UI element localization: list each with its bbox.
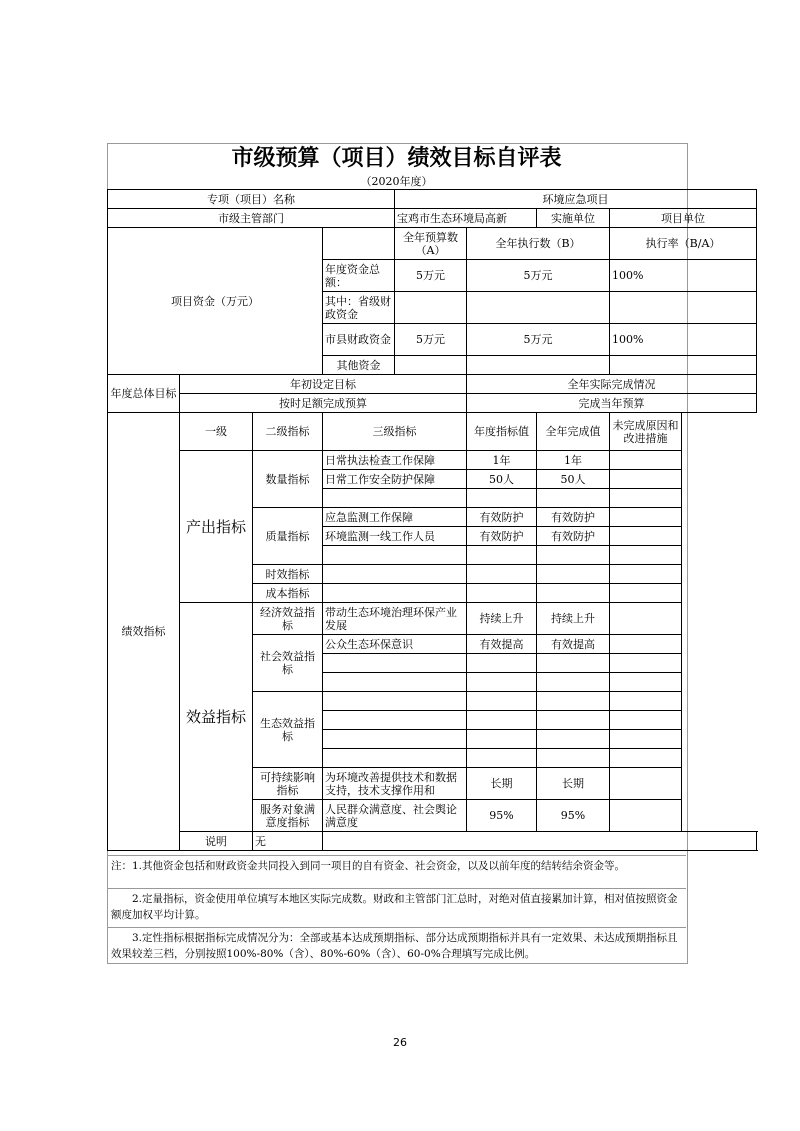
indicator-actual <box>537 730 610 749</box>
indicator-target: 1年 <box>467 451 537 470</box>
indicator-target <box>467 489 537 508</box>
indicator-target: 持续上升 <box>467 603 537 635</box>
goals-value-row <box>108 394 757 413</box>
indicator-reason <box>610 749 682 768</box>
remark-label: 说明 <box>180 832 253 851</box>
indicator-actual <box>537 673 610 692</box>
indicator-actual <box>537 565 610 584</box>
funds-rate: 100% <box>610 324 757 356</box>
indicator-reason <box>610 470 682 489</box>
indicator-reason <box>610 584 682 603</box>
indicator-actual: 有效提高 <box>537 635 610 654</box>
indicator-name: 公众生态环保意识 <box>323 635 467 654</box>
impl-unit-value: 项目单位 <box>610 209 757 228</box>
indicator-actual <box>537 546 610 565</box>
goals-actual-label: 全年实际完成情况 <box>467 375 757 394</box>
indicator-name <box>323 584 467 603</box>
dept-label: 市级主管部门 <box>108 209 395 228</box>
perf-header-row <box>108 413 757 451</box>
timeliness-indicator: 时效指标 <box>253 565 323 584</box>
dept-value: 宝鸡市生态环境局高新 <box>395 209 537 228</box>
cost-indicator: 成本指标 <box>253 584 323 603</box>
indicator-name: 人民群众满意度、社会舆论满意度 <box>323 800 467 832</box>
social-indicator: 社会效益指标 <box>253 635 323 692</box>
indicator-reason <box>610 692 682 711</box>
indicator-actual: 有效防护 <box>537 508 610 527</box>
indicator-actual <box>537 654 610 673</box>
indicator-actual: 95% <box>537 800 610 832</box>
target-header: 年度指标值 <box>467 413 537 451</box>
footnote-2: 2.定量指标，资金使用单位填写本地区实际完成数。财政和主管部门汇总时，对绝对值直接累加计算，相对值按照资金额度加权平均计算。 <box>107 888 686 927</box>
funds-rate: 100% <box>610 260 757 292</box>
indicator-name <box>323 489 467 508</box>
benefit-indicator: 效益指标 <box>180 603 253 832</box>
funds-budget: 5万元 <box>395 260 467 292</box>
indicator-reason <box>610 508 682 527</box>
indicator-name <box>323 654 467 673</box>
indicator-name <box>323 749 467 768</box>
indicator-row <box>108 451 757 470</box>
funds-budget <box>395 292 467 324</box>
indicator-reason <box>610 603 682 635</box>
indicator-actual: 50人 <box>537 470 610 489</box>
footnotes <box>107 855 686 961</box>
funds-rate <box>610 356 757 375</box>
indicator-name <box>323 711 467 730</box>
footnote-1: 注：1.其他资金包括和财政资金共同投入到同一项目的自有资金、社会资金，以及以前年度的结转结余资金等。 <box>107 855 686 888</box>
level1-header: 一级 <box>180 413 253 451</box>
economic-indicator: 经济效益指标 <box>253 603 323 635</box>
indicator-reason <box>610 711 682 730</box>
indicator-reason <box>610 768 682 800</box>
indicator-reason <box>610 451 682 470</box>
exec-header: 全年执行数（B） <box>467 228 610 260</box>
funds-exec <box>467 292 610 324</box>
level3-header: 三级指标 <box>323 413 467 451</box>
indicator-target: 有效防护 <box>467 508 537 527</box>
indicator-actual <box>537 489 610 508</box>
actual-header: 全年完成值 <box>537 413 610 451</box>
project-name-value: 环境应急项目 <box>395 190 757 209</box>
rate-header: 执行率（B/A） <box>610 228 757 260</box>
funds-header-row <box>108 228 757 260</box>
department-row <box>108 209 757 228</box>
indicator-target <box>467 654 537 673</box>
indicator-name <box>323 546 467 565</box>
quantity-indicator: 数量指标 <box>253 451 323 508</box>
evaluation-table <box>107 189 757 851</box>
remark-value: 无 <box>253 832 323 851</box>
funds-blank-header <box>323 228 395 260</box>
funds-exec: 5万元 <box>467 260 610 292</box>
funds-budget: 5万元 <box>395 324 467 356</box>
funds-exec: 5万元 <box>467 324 610 356</box>
indicator-target <box>467 546 537 565</box>
goals-initial-value: 按时足额完成预算 <box>180 394 467 413</box>
indicator-actual: 长期 <box>537 768 610 800</box>
indicator-reason <box>610 635 682 654</box>
indicator-target <box>467 730 537 749</box>
indicator-name: 带动生态环境治理环保产业发展 <box>323 603 467 635</box>
indicator-name: 日常工作安全防护保障 <box>323 470 467 489</box>
funds-label: 项目资金（万元） <box>108 228 323 375</box>
funds-budget <box>395 356 467 375</box>
indicator-name <box>323 730 467 749</box>
goals-actual-value: 完成当年预算 <box>467 394 757 413</box>
indicator-actual: 1年 <box>537 451 610 470</box>
output-indicator: 产出指标 <box>180 451 253 603</box>
indicator-actual: 持续上升 <box>537 603 610 635</box>
budget-header: 全年预算数（A） <box>395 228 467 260</box>
indicator-reason <box>610 730 682 749</box>
funds-exec <box>467 356 610 375</box>
project-name-row <box>108 190 757 209</box>
indicator-row <box>108 603 757 635</box>
funds-row-label: 其他资金 <box>323 356 395 375</box>
indicator-actual <box>537 584 610 603</box>
indicator-reason <box>610 489 682 508</box>
indicator-actual <box>537 749 610 768</box>
indicator-target: 有效防护 <box>467 527 537 546</box>
remark-row <box>108 832 757 851</box>
indicator-target: 有效提高 <box>467 635 537 654</box>
service-satisfaction-indicator: 服务对象满意度指标 <box>253 800 323 832</box>
indicator-reason <box>610 546 682 565</box>
indicator-reason <box>610 673 682 692</box>
project-name-label: 专项（项目）名称 <box>108 190 395 209</box>
indicator-name <box>323 673 467 692</box>
indicator-name: 日常执法检查工作保障 <box>323 451 467 470</box>
indicator-name: 环境监测一线工作人员 <box>323 527 467 546</box>
indicator-target <box>467 692 537 711</box>
indicator-target <box>467 584 537 603</box>
page-number: 26 <box>393 1036 407 1049</box>
indicator-reason <box>610 800 682 832</box>
indicator-actual: 有效防护 <box>537 527 610 546</box>
quality-indicator: 质量指标 <box>253 508 323 565</box>
indicator-reason <box>610 654 682 673</box>
goals-label: 年度总体目标 <box>108 375 180 413</box>
funds-row-label: 年度资金总额： <box>323 260 395 292</box>
funds-row-label: 市县财政资金 <box>323 324 395 356</box>
indicator-target <box>467 749 537 768</box>
perf-label: 绩效指标 <box>108 413 180 851</box>
indicator-name <box>323 565 467 584</box>
indicator-target: 长期 <box>467 768 537 800</box>
form-title: 市级预算（项目）绩效目标自评表 <box>231 146 562 171</box>
impl-unit-label: 实施单位 <box>537 209 610 228</box>
indicator-target <box>467 673 537 692</box>
goals-header-row <box>108 375 757 394</box>
indicator-target <box>467 565 537 584</box>
remark-blank <box>323 832 757 851</box>
footnote-3: 3.定性指标根据指标完成情况分为：全部或基本达成预期指标、部分达成预期指标并具有一定效果、未达成预期指标且效果较差三档，分别按照100%-80%（含）、80%-60%（含）、60-0%合理填写完成比例。 <box>107 927 686 961</box>
goals-initial-label: 年初设定目标 <box>180 375 467 394</box>
indicator-name: 应急监测工作保障 <box>323 508 467 527</box>
indicator-actual <box>537 692 610 711</box>
indicator-target <box>467 711 537 730</box>
sustainable-indicator: 可持续影响指标 <box>253 768 323 800</box>
funds-rate <box>610 292 757 324</box>
indicator-name: 为环境改善提供技术和数据支持，技术支撑作用和 <box>323 768 467 800</box>
form-year: （2020年度） <box>360 175 433 188</box>
indicator-reason <box>610 527 682 546</box>
indicator-reason <box>610 565 682 584</box>
indicator-target: 50人 <box>467 470 537 489</box>
funds-row-label: 其中：省级财政资金 <box>323 292 395 324</box>
indicator-name <box>323 692 467 711</box>
ecological-indicator: 生态效益指标 <box>253 692 323 768</box>
reason-header: 未完成原因和改进措施 <box>610 413 682 451</box>
indicator-target: 95% <box>467 800 537 832</box>
indicator-actual <box>537 711 610 730</box>
level2-header: 二级指标 <box>253 413 323 451</box>
